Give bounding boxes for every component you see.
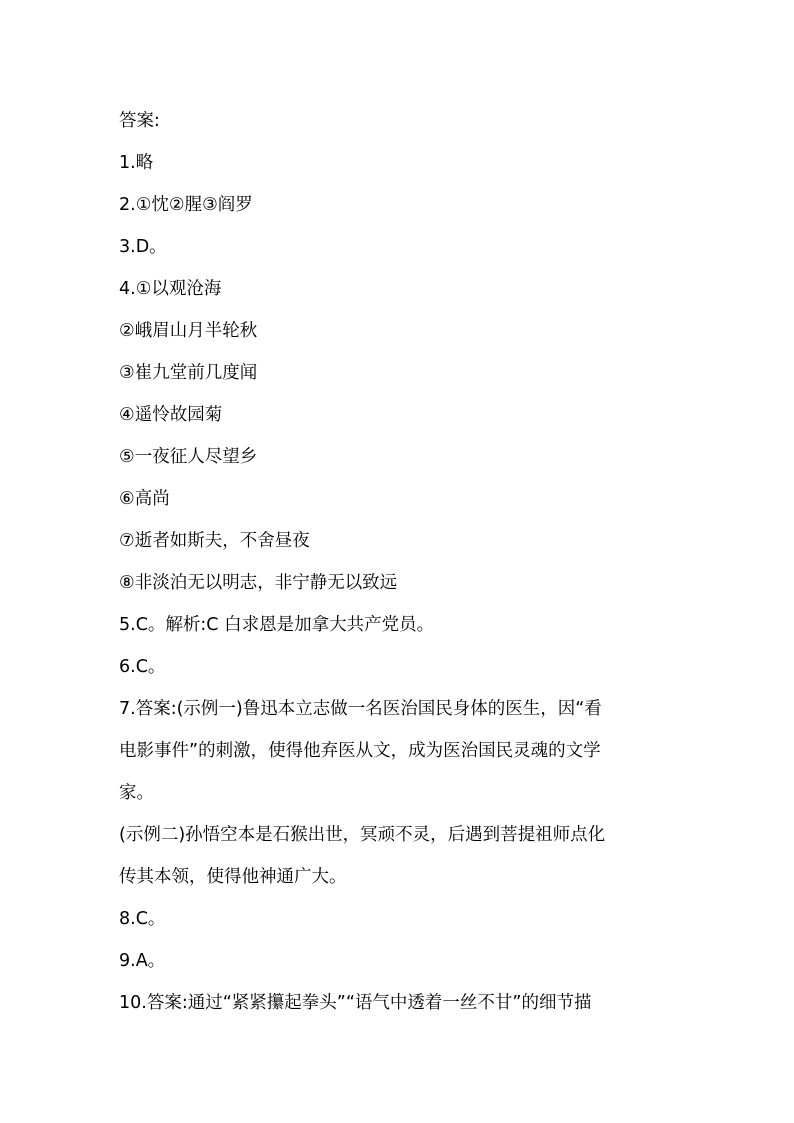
answer-text-block bbox=[119, 100, 679, 1024]
answer-line-4: 4.①以观沧海 bbox=[119, 279, 222, 299]
answer-heading: 答案: bbox=[119, 111, 160, 131]
answer-line-4-2: ②峨眉山月半轮秋 bbox=[119, 321, 258, 341]
answer-line-7-example-2-cont: 传其本领，使得他神通广大。 bbox=[119, 867, 347, 887]
answer-line-6: 6.C。 bbox=[119, 657, 166, 677]
answer-line-4-7: ⑦逝者如斯夫，不舍昼夜 bbox=[119, 531, 310, 551]
answer-line-7: 7.答案:(示例一)鲁迅本立志做一名医治国民身体的医生，因“看 bbox=[119, 699, 602, 719]
answer-line-3: 3.D。 bbox=[119, 237, 167, 257]
answer-line-4-5: ⑤一夜征人尽望乡 bbox=[119, 447, 258, 467]
answer-line-7-cont: 电影事件”的刺激，使得他弃医从文，成为医治国民灵魂的文学 bbox=[119, 741, 601, 761]
answer-line-4-8: ⑧非淡泊无以明志，非宁静无以致远 bbox=[119, 573, 398, 593]
answer-line-8: 8.C。 bbox=[119, 909, 166, 929]
answer-line-4-3: ③崔九堂前几度闻 bbox=[119, 363, 258, 383]
answer-line-5: 5.C。解析:C 白求恩是加拿大共产党员。 bbox=[119, 615, 435, 635]
answer-line-4-6: ⑥高尚 bbox=[119, 489, 170, 509]
answer-line-1: 1.略 bbox=[119, 153, 154, 173]
answer-line-7-example-2: (示例二)孙悟空本是石猴出世，冥顽不灵，后遇到菩提祖师点化 bbox=[119, 825, 606, 845]
answer-line-4-4: ④遥怜故园菊 bbox=[119, 405, 223, 425]
answer-line-10: 10.答案:通过“紧紧攥起拳头”“语气中透着一丝不甘”的细节描 bbox=[119, 993, 592, 1013]
answer-line-9: 9.A。 bbox=[119, 951, 166, 971]
answer-line-2: 2.①忱②腥③阎罗 bbox=[119, 195, 253, 215]
answer-line-7-cont-2: 家。 bbox=[119, 783, 154, 803]
